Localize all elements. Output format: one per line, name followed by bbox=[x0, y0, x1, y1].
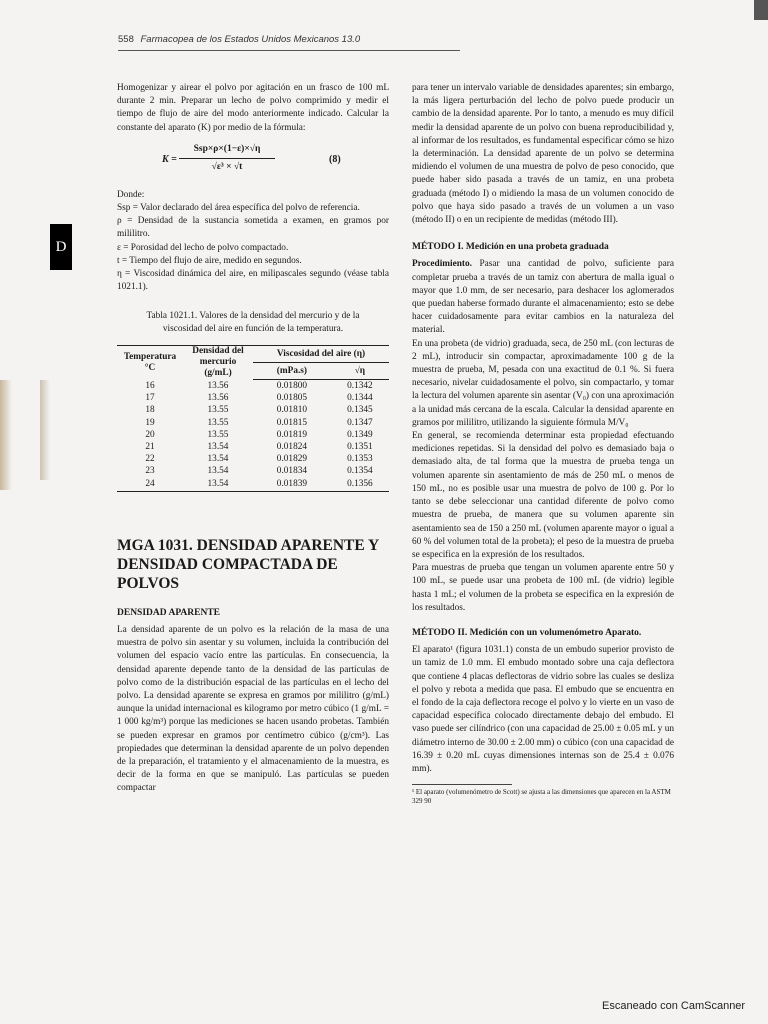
table-cell: 0.01839 bbox=[253, 478, 331, 492]
formula-8 bbox=[117, 139, 389, 183]
th-sqrt-eta: √η bbox=[331, 363, 389, 380]
table-cell: 0.1353 bbox=[347, 454, 373, 465]
th-mpas: (mPa.s) bbox=[253, 363, 331, 380]
table-cell: 0.1345 bbox=[347, 405, 373, 416]
method1-title: MÉTODO I. Medición en una probeta graduada bbox=[412, 242, 609, 253]
intro-paragraph: Homogenizar y airear el polvo por agitación en un frasco de 100 mL durante 2 min. Preparar un lecho de polvo comprimido y medir el tiempo de flujo de aire del modo anteriormente indicado. Calcular la constante del aparato (K) por medio de la fórmula: bbox=[117, 83, 389, 133]
right-intro: para tener un intervalo variable de densidades aparentes; sin embargo, la más ligera perturbación del lecho de polvo puede producir un cambio de la densidad aparente. Por lo tanto, a menudo es muy difícil medir la densidad aparente de un polvo con buena reproducibilidad y, al informar de los resultados, es fundamental especificar cómo se hizo la determinación. La densidad aparente de un polvo se determina midiendo el volumen de una muestra de polvo de peso conocido, que puede haber sido pasada a través de un tamiz, en una probeta graduada (método I) o midiendo la masa de un volumen conocido de polvo que haya sido pasado a través de un volumen a un vaso (método II) o en un recipiente de medidas (método III). bbox=[412, 83, 674, 226]
page-number: 558 bbox=[118, 34, 134, 45]
procedure-paragraph bbox=[412, 258, 674, 337]
footnote: ¹ El aparato (volumenómetro de Scott) se ajusta a las dimensiones que aparecen en la ASTM 329 90 bbox=[412, 788, 671, 805]
running-header bbox=[118, 34, 360, 45]
table-cell: 0.01819 bbox=[276, 429, 308, 440]
table-cell: 0.1351 bbox=[347, 441, 373, 452]
table-cell: 13.54 bbox=[207, 441, 229, 452]
table-cell: 0.01829 bbox=[276, 454, 308, 465]
table-cell: 16 bbox=[145, 380, 155, 391]
table-cell: 23 bbox=[145, 466, 155, 477]
table-cell: 0.01815 bbox=[276, 417, 308, 428]
table-row bbox=[117, 465, 389, 477]
subsection-title: DENSIDAD APARENTE bbox=[117, 607, 221, 618]
formula-denominator: √ε³ × √t bbox=[211, 162, 243, 173]
table-cell: 0.01834 bbox=[276, 466, 308, 477]
table-cell: 0.1342 bbox=[347, 380, 373, 391]
method2-text: El aparato¹ (figura 1031.1) consta de un embudo superior provisto de un tamiz de 1.0 mm. El embudo montado sobre una caja deflectora que contiene 4 placas deflectoras de vidrio sobre las cuales se desliza el polvo y rebota a medida que pasa. El embudo que se encuentra en el fondo de la caja deflectora recoge el polvo y lo vierte en un vaso de capacidad específica colocado directamente debajo del embudo. El vaso puede ser cilíndrico (con una capacidad de 25.00 ± 0.05 mL y un diámetro interno de 30.00 ± 2.00 mm) o cúbico (con una capacidad de 16.39 ± 0.20 mL cuyas dimensiones internas son de 25.4 ± 0.076 mm). bbox=[412, 645, 674, 774]
table-cell: 13.55 bbox=[207, 405, 229, 416]
method1-p3: En general, se recomienda determinar esta propiedad efectuando mediciones repetidas. Si la densidad del polvo es demasiado baja o demasiado alta, de tal forma que la muestra de prueba tenga un volumen aparente sin asentamiento de más de 250 mL o menos de 150 mL, no es posible usar una muestra de polvo de 100 g. Por lo tanto se debe seleccionar una cantidad diferente de polvo como muestra de prueba, de manera que su volumen aparente sin asentamiento sea de 150 a 250 mL (volumen aparente mayor o igual a 60 % del volumen total de la probeta); el peso de la muestra de prueba se especifica en la expresión de los resultados. bbox=[412, 431, 674, 560]
table-cell: 24 bbox=[117, 478, 183, 492]
table-cell: 18 bbox=[145, 405, 155, 416]
table-row bbox=[117, 404, 389, 416]
table-row bbox=[117, 392, 389, 404]
method1-p2: En una probeta (de vidrio) graduada, seca, de 250 mL (con lecturas de 2 mL), introducir sin compactar, aproximadamente 100 g de la muestra de prueba, M, pesada con una exactitud de 0.1 %. Si fuera necesario, nivelar cuidadosamente el polvo, sin compactarlo, y tomar la lectura del volumen aparente sin asentar (V₀) con una aproximación a la unidad más cercana de la escala. Calcular la densidad aparente en gramos por mililitro, utilizando la siguiente fórmula M/V₀ bbox=[412, 338, 674, 428]
table-cell: 0.1344 bbox=[347, 393, 373, 404]
page-curl-shadow bbox=[0, 380, 12, 490]
header-rule bbox=[118, 50, 460, 51]
table-cell: 21 bbox=[145, 441, 155, 452]
table-row bbox=[117, 478, 389, 492]
table-cell: 19 bbox=[145, 417, 155, 428]
table-cell: 20 bbox=[145, 429, 155, 440]
table-cell: 17 bbox=[145, 393, 155, 404]
procedure-text: Pasar una cantidad de polvo, suficiente para completar prueba a través de un tamiz con abertura de malla igual o mayor que 1.0 mm, de ser necesario, para deshacer los aglomerados que puedan haberse formado durante el almacenamiento; esto se debe hacer cuidadosamente para evitar cambios en la naturaleza del material. bbox=[412, 259, 674, 336]
table-row bbox=[117, 379, 389, 392]
table-cell: 22 bbox=[145, 454, 155, 465]
table-cell: 13.56 bbox=[207, 393, 229, 404]
procedure-label: Procedimiento. bbox=[412, 259, 472, 270]
page-curl-shadow-inner bbox=[40, 380, 50, 480]
table-cell: 13.54 bbox=[207, 466, 229, 477]
definition-ssp: Ssp = Valor declarado del área específica del polvo de referencia. bbox=[117, 203, 360, 214]
table-cell: 13.54 bbox=[183, 478, 253, 492]
subsection-text: La densidad aparente de un polvo es la relación de la masa de una muestra de polvo sin asentar y su volumen, incluida la contribución del volumen del espacio vacío entre las partículas. En consecuencia, la densidad aparente depende tanto de la densidad de las partículas de polvo como de la distribución espacial de las partículas en el lecho del polvo. La densidad aparente se expresa en gramos por mililitro (g/mL) aunque la unidad internacional es kilogramo por metro cúbico (1 g/mL = 1 000 kg/m³) porque las mediciones se hacen usando probetas. También se pueden expresar en gramos por centímetro cúbico (g/cm³). Las propiedades que determinan la densidad aparente de un polvo dependen de la preparación, el tratamiento y el almacenamiento de la muestra, es decir de la forma en que se manipuló. Las partículas se pueden compactar bbox=[117, 624, 389, 794]
section-heading: MGA 1031. DENSIDAD APARENTE Y DENSIDAD COMPACTADA DE POLVOS bbox=[117, 536, 379, 592]
left-column bbox=[117, 82, 389, 796]
table-cell: 13.55 bbox=[207, 417, 229, 428]
table-cell: 0.01805 bbox=[276, 393, 308, 404]
table-cell: 13.55 bbox=[207, 429, 229, 440]
th-viscosity: Viscosidad del aire (η) bbox=[253, 346, 389, 363]
table-row bbox=[117, 453, 389, 465]
table-row bbox=[117, 417, 389, 429]
method2-title: MÉTODO II. Medición con un volumenómetro Aparato. bbox=[412, 627, 642, 638]
th-density: Densidad del mercurio (g/mL) bbox=[183, 346, 253, 380]
table-row bbox=[117, 441, 389, 453]
footnote-rule bbox=[412, 784, 512, 785]
header-title: Farmacopea de los Estados Unidos Mexicanos 13.0 bbox=[140, 34, 361, 45]
camscanner-watermark: Escaneado con CamScanner bbox=[602, 1000, 746, 1012]
mercury-air-table bbox=[117, 345, 389, 491]
table-cell: 13.56 bbox=[207, 380, 229, 391]
table-cell: 0.01824 bbox=[276, 441, 308, 452]
formula-numerator: Ssp×ρ×(1−ε)×√η bbox=[179, 143, 275, 159]
definition-rho: ρ = Densidad de la sustancia sometida a examen, en gramos por mililitro. bbox=[117, 216, 389, 240]
definition-eta: η = Viscosidad dinámica del aire, en milipascales segundo (véase tabla 1021.1). bbox=[117, 269, 389, 293]
scan-edge-shadow bbox=[754, 0, 768, 20]
table-cell: 0.1347 bbox=[347, 417, 373, 428]
table-cell: 0.01810 bbox=[276, 405, 308, 416]
formula-k: K = bbox=[162, 153, 177, 165]
table-cell: 0.1356 bbox=[331, 478, 389, 492]
table-row bbox=[117, 429, 389, 441]
formula-fraction bbox=[179, 143, 275, 174]
table-cell: 0.01800 bbox=[276, 380, 308, 391]
formula-number: (8) bbox=[329, 153, 341, 165]
table-cell: 0.1349 bbox=[347, 429, 373, 440]
definition-epsilon: ε = Porosidad del lecho de polvo compactado. bbox=[117, 242, 289, 253]
th-temperature: Temperatura °C bbox=[117, 346, 183, 380]
definition-t: t = Tiempo del flujo de aire, medido en segundos. bbox=[117, 255, 302, 266]
method1-p4: Para muestras de prueba que tengan un volumen aparente entre 50 y 100 mL, se puede usar una probeta de 100 mL (de vidrio) legible hasta 1 mL; el volumen de la probeta se especifica en la expresión de los resultados. bbox=[412, 563, 674, 613]
right-column bbox=[412, 82, 674, 805]
table-caption: Tabla 1021.1. Valores de la densidad del mercurio y de la viscosidad del aire en función de la temperatura. bbox=[146, 311, 360, 334]
section-tab-letter: D bbox=[50, 224, 72, 270]
where-title: Donde: bbox=[117, 189, 145, 200]
table-cell: 0.1354 bbox=[347, 466, 373, 477]
table-cell: 13.54 bbox=[207, 454, 229, 465]
